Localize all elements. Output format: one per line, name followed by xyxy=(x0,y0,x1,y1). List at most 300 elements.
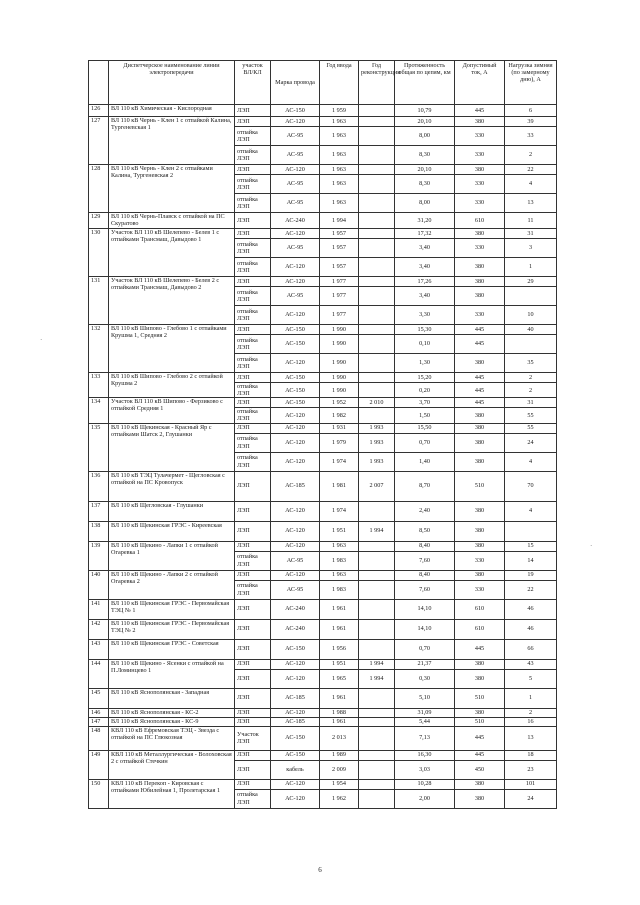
cell-load: 16 xyxy=(505,717,557,726)
cell-len: 0,30 xyxy=(395,669,455,688)
cell-len: 17,26 xyxy=(395,277,455,287)
cell-year: 1 957 xyxy=(320,258,359,277)
cell-len: 15,30 xyxy=(395,325,455,335)
cell-mark: АС-150 xyxy=(271,335,320,354)
cell-mark: АС-120 xyxy=(271,117,320,127)
line-name: ВЛ 110 кВ Щекинская ГРЭС - Первомайская ТЭЦ № 2 xyxy=(109,619,235,639)
cell-len: 0,20 xyxy=(395,383,455,398)
header-cell: Диспетчерское наименование линии электропередачи xyxy=(109,61,235,105)
cell-year: 1 990 xyxy=(320,325,359,335)
lines-table xyxy=(88,60,557,809)
cell-load: 40 xyxy=(505,325,557,335)
cell-load xyxy=(505,521,557,541)
cell-year: 1 963 xyxy=(320,127,359,146)
cell-load: 10 xyxy=(505,306,557,325)
cell-len: 15,20 xyxy=(395,373,455,383)
row-number: 141 xyxy=(89,599,109,619)
table-row xyxy=(89,165,557,175)
table-row xyxy=(89,398,557,408)
cell-part: ЛЭП xyxy=(235,750,271,760)
cell-cur: 445 xyxy=(455,383,505,398)
cell-cur: 445 xyxy=(455,335,505,354)
cell-cur: 445 xyxy=(455,325,505,335)
cell-load: 4 xyxy=(505,175,557,194)
cell-recon xyxy=(359,306,395,325)
cell-year: 1 962 xyxy=(320,789,359,808)
cell-load: 31 xyxy=(505,229,557,239)
cell-part: ЛЭП xyxy=(235,717,271,726)
cell-year: 1 990 xyxy=(320,335,359,354)
cell-load: 18 xyxy=(505,750,557,760)
cell-part: ЛЭП xyxy=(235,423,271,433)
cell-len: 20,10 xyxy=(395,117,455,127)
line-name: ВЛ 110 кВ Щегловская - Глушанки xyxy=(109,501,235,521)
cell-part: ЛЭП xyxy=(235,639,271,659)
cell-part: отпайка ЛЭП xyxy=(235,335,271,354)
cell-load: 33 xyxy=(505,127,557,146)
row-number: 139 xyxy=(89,541,109,570)
table-row xyxy=(89,599,557,619)
cell-recon xyxy=(359,789,395,808)
line-name: ВЛ 110 кВ Яснополянская - КС-2 xyxy=(109,708,235,717)
cell-cur: 380 xyxy=(455,117,505,127)
cell-load: 4 xyxy=(505,452,557,471)
cell-recon xyxy=(359,194,395,213)
header-row xyxy=(89,61,557,105)
cell-cur: 380 xyxy=(455,501,505,521)
cell-year: 1 963 xyxy=(320,175,359,194)
cell-part: отпайка ЛЭП xyxy=(235,408,271,423)
cell-year: 1 989 xyxy=(320,750,359,760)
cell-recon xyxy=(359,619,395,639)
cell-mark: АС-120 xyxy=(271,229,320,239)
cell-mark: АС-150 xyxy=(271,750,320,760)
table-row xyxy=(89,277,557,287)
cell-year: 1 990 xyxy=(320,354,359,373)
cell-recon xyxy=(359,639,395,659)
cell-year: 1 952 xyxy=(320,398,359,408)
table-row xyxy=(89,779,557,789)
cell-mark: АС-240 xyxy=(271,599,320,619)
line-name: Участок ВЛ 110 кВ Шелепево - Белев 2 с отпайками Трансмаш, Давыдово 2 xyxy=(109,277,235,325)
cell-mark: АС-120 xyxy=(271,570,320,580)
table-row xyxy=(89,619,557,639)
cell-mark: АС-120 xyxy=(271,708,320,717)
table-row xyxy=(89,708,557,717)
row-number: 140 xyxy=(89,570,109,599)
cell-cur: 380 xyxy=(455,708,505,717)
row-number: 147 xyxy=(89,717,109,726)
cell-load: 39 xyxy=(505,117,557,127)
cell-load: 55 xyxy=(505,423,557,433)
row-number: 127 xyxy=(89,117,109,165)
row-number: 150 xyxy=(89,779,109,808)
cell-part: ЛЭП xyxy=(235,541,271,551)
cell-mark: АС-120 xyxy=(271,165,320,175)
cell-cur: 445 xyxy=(455,373,505,383)
cell-part: ЛЭП xyxy=(235,105,271,117)
cell-year: 2 009 xyxy=(320,760,359,779)
cell-part: ЛЭП xyxy=(235,779,271,789)
cell-part: ЛЭП xyxy=(235,325,271,335)
cell-part: отпайка ЛЭП xyxy=(235,789,271,808)
cell-part: ЛЭП xyxy=(235,165,271,175)
cell-mark: АС-185 xyxy=(271,688,320,708)
cell-recon xyxy=(359,599,395,619)
cell-year: 1 951 xyxy=(320,521,359,541)
cell-cur: 380 xyxy=(455,229,505,239)
cell-part: отпайка ЛЭП xyxy=(235,127,271,146)
cell-recon: 1 994 xyxy=(359,669,395,688)
cell-mark: АС-240 xyxy=(271,619,320,639)
line-name: ВЛ 110 кВ Щекинская ГРЭС - Первомайская ТЭЦ № 1 xyxy=(109,599,235,619)
cell-cur: 330 xyxy=(455,551,505,570)
cell-mark: АС-120 xyxy=(271,277,320,287)
cell-part: ЛЭП xyxy=(235,760,271,779)
line-name: ВЛ 110 кВ Химическая - Кислородная xyxy=(109,105,235,117)
line-name: ВЛ 110 кВ Щекинская - Красный Яр с отпайками Шатск 2, Глушанки xyxy=(109,423,235,471)
header-cell: Допустимый ток, А xyxy=(455,61,505,105)
cell-load: 15 xyxy=(505,541,557,551)
cell-cur: 610 xyxy=(455,599,505,619)
cell-len: 3,03 xyxy=(395,760,455,779)
cell-cur: 380 xyxy=(455,287,505,306)
cell-mark: АС-120 xyxy=(271,258,320,277)
cell-part: ЛЭП xyxy=(235,619,271,639)
row-number: 130 xyxy=(89,229,109,277)
cell-recon xyxy=(359,213,395,229)
cell-mark: АС-185 xyxy=(271,471,320,501)
cell-mark: АС-95 xyxy=(271,127,320,146)
cell-year: 1 957 xyxy=(320,229,359,239)
row-number: 137 xyxy=(89,501,109,521)
cell-year: 1 977 xyxy=(320,306,359,325)
scan-mark: · xyxy=(40,336,43,344)
cell-load: 43 xyxy=(505,659,557,669)
cell-mark: АС-120 xyxy=(271,669,320,688)
cell-cur: 330 xyxy=(455,194,505,213)
cell-cur: 330 xyxy=(455,306,505,325)
cell-load: 2 xyxy=(505,383,557,398)
page-number: 6 xyxy=(318,866,322,874)
cell-year: 1 974 xyxy=(320,501,359,521)
cell-recon xyxy=(359,105,395,117)
cell-cur: 380 xyxy=(455,779,505,789)
cell-len: 8,30 xyxy=(395,175,455,194)
line-name: ВЛ 110 кВ Чернь - Клен 2 с отпайками Калина, Тургеневская 2 xyxy=(109,165,235,213)
cell-load: 13 xyxy=(505,726,557,750)
cell-cur: 330 xyxy=(455,146,505,165)
cell-recon xyxy=(359,239,395,258)
cell-mark: АС-120 xyxy=(271,541,320,551)
cell-mark: АС-120 xyxy=(271,306,320,325)
cell-recon xyxy=(359,287,395,306)
cell-recon: 1 994 xyxy=(359,659,395,669)
line-name: ВЛ 110 кВ Щекино - Лапки 2 с отпайкой Огаревка 2 xyxy=(109,570,235,599)
cell-mark: кабель xyxy=(271,760,320,779)
cell-mark: АС-150 xyxy=(271,105,320,117)
cell-len: 2,40 xyxy=(395,501,455,521)
cell-mark: АС-95 xyxy=(271,146,320,165)
row-number: 131 xyxy=(89,277,109,325)
row-number: 132 xyxy=(89,325,109,373)
cell-len: 8,00 xyxy=(395,127,455,146)
cell-recon: 1 993 xyxy=(359,423,395,433)
header-cell: Марка провода xyxy=(271,61,320,105)
cell-len: 2,00 xyxy=(395,789,455,808)
line-name: ВЛ 110 кВ Чернь-Плавск с отпайкой на ПС Скуратово xyxy=(109,213,235,229)
table-row xyxy=(89,541,557,551)
cell-cur: 610 xyxy=(455,619,505,639)
cell-part: ЛЭП xyxy=(235,398,271,408)
line-name: ВЛ 110 кВ Чернь - Клен 1 с отпайкой Калина, Тургеневская 1 xyxy=(109,117,235,165)
cell-load: 31 xyxy=(505,398,557,408)
cell-mark: АС-120 xyxy=(271,789,320,808)
cell-recon xyxy=(359,779,395,789)
cell-mark: АС-120 xyxy=(271,433,320,452)
row-number: 148 xyxy=(89,726,109,750)
cell-cur: 330 xyxy=(455,127,505,146)
row-number: 146 xyxy=(89,708,109,717)
cell-mark: АС-150 xyxy=(271,398,320,408)
cell-len: 8,70 xyxy=(395,471,455,501)
cell-year: 1 963 xyxy=(320,194,359,213)
header-cell: Протяженность общая по цепям, км xyxy=(395,61,455,105)
cell-len: 15,50 xyxy=(395,423,455,433)
cell-recon xyxy=(359,127,395,146)
cell-len: 14,10 xyxy=(395,619,455,639)
cell-part: ЛЭП xyxy=(235,471,271,501)
cell-cur: 610 xyxy=(455,213,505,229)
cell-year: 1 990 xyxy=(320,373,359,383)
cell-mark: АС-120 xyxy=(271,452,320,471)
cell-year: 1 983 xyxy=(320,580,359,599)
row-number: 133 xyxy=(89,373,109,398)
cell-year: 1 988 xyxy=(320,708,359,717)
cell-recon: 1 994 xyxy=(359,521,395,541)
cell-load xyxy=(505,335,557,354)
cell-part: отпайка ЛЭП xyxy=(235,306,271,325)
line-name: ВЛ 110 кВ Щекино - Ясенки с отпайкой на П.Ломинцево 1 xyxy=(109,659,235,688)
cell-recon xyxy=(359,708,395,717)
cell-len: 1,50 xyxy=(395,408,455,423)
line-name: КВЛ 110 кВ Металлургическая - Волоховская 2 с отпайкой Стечкин xyxy=(109,750,235,779)
cell-cur: 450 xyxy=(455,760,505,779)
cell-cur: 380 xyxy=(455,408,505,423)
cell-len: 20,10 xyxy=(395,165,455,175)
line-name: ВЛ 110 кВ Яснополянская - Западная xyxy=(109,688,235,708)
line-name: ВЛ 110 кВ Яснополянская - КС-9 xyxy=(109,717,235,726)
cell-len: 8,40 xyxy=(395,570,455,580)
cell-part: отпайка ЛЭП xyxy=(235,383,271,398)
cell-recon xyxy=(359,258,395,277)
cell-load: 4 xyxy=(505,501,557,521)
cell-year: 1 956 xyxy=(320,639,359,659)
cell-cur: 380 xyxy=(455,354,505,373)
cell-recon xyxy=(359,570,395,580)
cell-cur: 380 xyxy=(455,277,505,287)
row-number: 143 xyxy=(89,639,109,659)
table-body xyxy=(89,105,557,809)
cell-year: 1 963 xyxy=(320,117,359,127)
cell-len: 8,30 xyxy=(395,146,455,165)
table-row xyxy=(89,373,557,383)
line-name: ВЛ 110 кВ Щекинская ГРЭС - Киреевская xyxy=(109,521,235,541)
cell-cur: 445 xyxy=(455,726,505,750)
line-name: КВЛ 110 кВ Перекоп - Кировская с отпайками Юбилейная 1, Пролетарская 1 xyxy=(109,779,235,808)
cell-year: 1 957 xyxy=(320,239,359,258)
cell-len: 5,44 xyxy=(395,717,455,726)
table-row xyxy=(89,117,557,127)
row-number: 134 xyxy=(89,398,109,423)
cell-cur: 445 xyxy=(455,750,505,760)
table-row xyxy=(89,639,557,659)
cell-recon xyxy=(359,580,395,599)
cell-load xyxy=(505,287,557,306)
cell-recon: 2 010 xyxy=(359,398,395,408)
cell-part: отпайка ЛЭП xyxy=(235,551,271,570)
cell-load: 13 xyxy=(505,194,557,213)
cell-mark: АС-150 xyxy=(271,373,320,383)
cell-mark: АС-120 xyxy=(271,779,320,789)
cell-part: отпайка ЛЭП xyxy=(235,194,271,213)
cell-recon xyxy=(359,354,395,373)
line-name: ВЛ 110 кВ Шипово - Глебово 2 с отпайкой Крушма 2 xyxy=(109,373,235,398)
cell-recon xyxy=(359,229,395,239)
cell-part: отпайка ЛЭП xyxy=(235,287,271,306)
table-row xyxy=(89,688,557,708)
header-cell xyxy=(89,61,109,105)
cell-cur: 445 xyxy=(455,398,505,408)
cell-mark: АС-120 xyxy=(271,423,320,433)
cell-mark: АС-95 xyxy=(271,175,320,194)
table-row xyxy=(89,659,557,669)
cell-load: 2 xyxy=(505,373,557,383)
cell-cur: 380 xyxy=(455,570,505,580)
row-number: 145 xyxy=(89,688,109,708)
cell-year: 1 977 xyxy=(320,277,359,287)
cell-load: 22 xyxy=(505,165,557,175)
cell-mark: АС-150 xyxy=(271,325,320,335)
cell-len: 31,20 xyxy=(395,213,455,229)
cell-load: 55 xyxy=(505,408,557,423)
cell-recon xyxy=(359,117,395,127)
cell-load: 6 xyxy=(505,105,557,117)
cell-cur: 445 xyxy=(455,639,505,659)
cell-mark: АС-95 xyxy=(271,287,320,306)
cell-len: 0,70 xyxy=(395,433,455,452)
cell-part: ЛЭП xyxy=(235,213,271,229)
cell-part: ЛЭП xyxy=(235,669,271,688)
cell-len: 1,40 xyxy=(395,452,455,471)
cell-load: 46 xyxy=(505,619,557,639)
cell-load: 22 xyxy=(505,580,557,599)
cell-part: ЛЭП xyxy=(235,599,271,619)
table-row xyxy=(89,726,557,750)
cell-len: 17,32 xyxy=(395,229,455,239)
cell-cur: 380 xyxy=(455,789,505,808)
cell-mark: АС-95 xyxy=(271,194,320,213)
cell-cur: 330 xyxy=(455,239,505,258)
cell-recon xyxy=(359,373,395,383)
cell-len: 3,40 xyxy=(395,258,455,277)
cell-recon xyxy=(359,335,395,354)
cell-len: 7,60 xyxy=(395,551,455,570)
cell-load: 24 xyxy=(505,433,557,452)
cell-part: отпайка ЛЭП xyxy=(235,258,271,277)
cell-part: отпайка ЛЭП xyxy=(235,239,271,258)
cell-year: 1 981 xyxy=(320,471,359,501)
cell-len: 21,37 xyxy=(395,659,455,669)
line-name: ВЛ 110 кВ Шипово - Глебово 1 с отпайками Крушма 1, Средняя 2 xyxy=(109,325,235,373)
cell-load: 1 xyxy=(505,258,557,277)
cell-cur: 380 xyxy=(455,669,505,688)
cell-recon xyxy=(359,717,395,726)
cell-recon xyxy=(359,277,395,287)
cell-len: 7,60 xyxy=(395,580,455,599)
cell-len: 8,40 xyxy=(395,541,455,551)
table-row xyxy=(89,717,557,726)
cell-year: 1 977 xyxy=(320,287,359,306)
cell-year: 1 974 xyxy=(320,452,359,471)
cell-year: 1 931 xyxy=(320,423,359,433)
table-row xyxy=(89,325,557,335)
cell-recon xyxy=(359,688,395,708)
cell-cur: 510 xyxy=(455,717,505,726)
cell-part: отпайка ЛЭП xyxy=(235,146,271,165)
cell-len: 5,10 xyxy=(395,688,455,708)
cell-part: Участок ЛЭП xyxy=(235,726,271,750)
cell-len: 8,50 xyxy=(395,521,455,541)
cell-mark: АС-95 xyxy=(271,239,320,258)
cell-part: отпайка ЛЭП xyxy=(235,452,271,471)
cell-recon xyxy=(359,408,395,423)
cell-mark: АС-120 xyxy=(271,501,320,521)
cell-len: 16,30 xyxy=(395,750,455,760)
cell-mark: АС-95 xyxy=(271,580,320,599)
cell-load: 1 xyxy=(505,688,557,708)
cell-load: 23 xyxy=(505,760,557,779)
cell-cur: 330 xyxy=(455,580,505,599)
cell-part: ЛЭП xyxy=(235,373,271,383)
cell-cur: 380 xyxy=(455,659,505,669)
cell-len: 3,40 xyxy=(395,239,455,258)
row-number: 128 xyxy=(89,165,109,213)
cell-cur: 510 xyxy=(455,688,505,708)
cell-load: 29 xyxy=(505,277,557,287)
cell-len: 3,40 xyxy=(395,287,455,306)
line-name: Участок ВЛ 110 кВ Шелепево - Белев 1 с отпайками Трансмаш, Давыдово 1 xyxy=(109,229,235,277)
row-number: 142 xyxy=(89,619,109,639)
cell-cur: 380 xyxy=(455,258,505,277)
cell-load: 46 xyxy=(505,599,557,619)
table-row xyxy=(89,105,557,117)
cell-year: 1 963 xyxy=(320,146,359,165)
cell-part: ЛЭП xyxy=(235,521,271,541)
cell-recon xyxy=(359,325,395,335)
cell-len: 3,30 xyxy=(395,306,455,325)
cell-len: 10,79 xyxy=(395,105,455,117)
cell-part: отпайка ЛЭП xyxy=(235,433,271,452)
cell-year: 1 982 xyxy=(320,408,359,423)
cell-load: 2 xyxy=(505,708,557,717)
cell-part: отпайка ЛЭП xyxy=(235,175,271,194)
cell-mark: АС-120 xyxy=(271,354,320,373)
cell-year: 1 951 xyxy=(320,659,359,669)
cell-recon xyxy=(359,750,395,760)
cell-cur: 330 xyxy=(455,175,505,194)
row-number: 129 xyxy=(89,213,109,229)
